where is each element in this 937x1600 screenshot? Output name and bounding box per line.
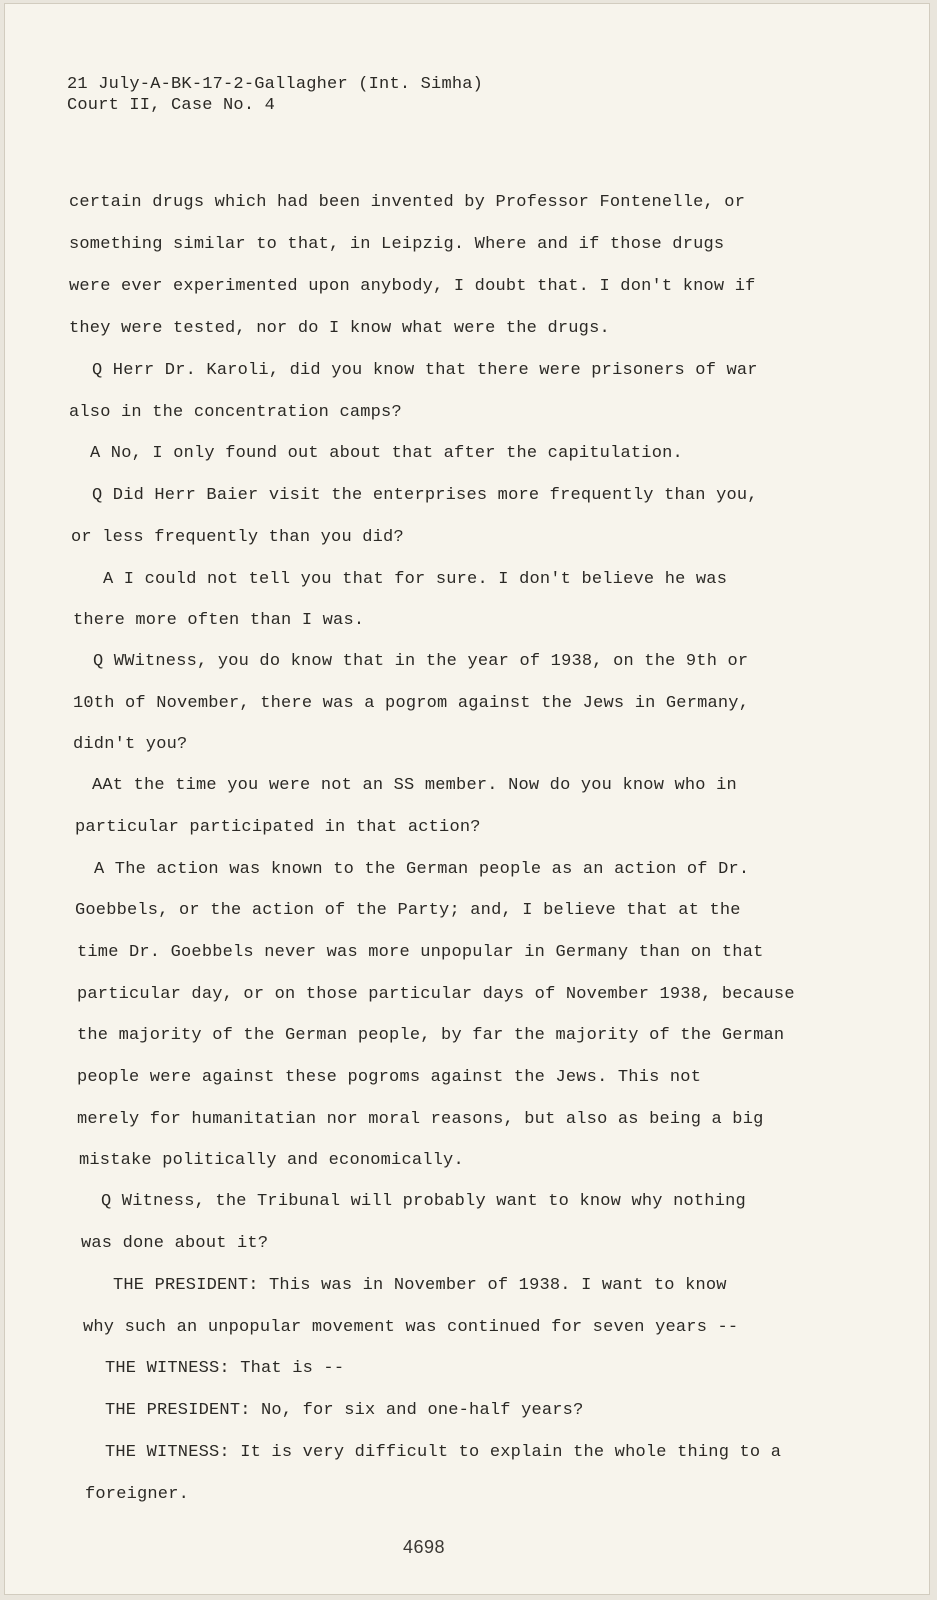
transcript-line: the majority of the German people, by far the majority of the German: [77, 1026, 785, 1045]
document-header: [67, 74, 483, 116]
transcript-line: they were tested, nor do I know what were the drugs.: [69, 319, 610, 338]
transcript-line: merely for humanitatian nor moral reasons, but also as being a big: [77, 1110, 764, 1129]
transcript-line: 10th of November, there was a pogrom against the Jews in Germany,: [73, 694, 750, 713]
transcript-line: THE PRESIDENT: No, for six and one-half years?: [105, 1401, 584, 1420]
transcript-line: time Dr. Goebbels never was more unpopular in Germany than on that: [77, 943, 764, 962]
transcript-line: THE WITNESS: It is very difficult to explain the whole thing to a: [105, 1443, 782, 1462]
transcript-line: Q Herr Dr. Karoli, did you know that there were prisoners of war: [92, 361, 758, 380]
transcript-line: Q Witness, the Tribunal will probably want to know why nothing: [101, 1192, 746, 1211]
transcript-line: AAt the time you were not an SS member. Now do you know who in: [92, 776, 737, 795]
transcript-line: A I could not tell you that for sure. I don't believe he was: [103, 570, 728, 589]
transcript-line: A No, I only found out about that after the capitulation.: [90, 444, 683, 463]
document-page: [4, 3, 930, 1595]
transcript-line: something similar to that, in Leipzig. Where and if those drugs: [69, 235, 725, 254]
transcript-line: was done about it?: [81, 1234, 269, 1253]
transcript-line: didn't you?: [73, 735, 188, 754]
page-number: 4698: [403, 1537, 446, 1557]
transcript-line: foreigner.: [85, 1485, 190, 1504]
header-court-case: Court II, Case No. 4: [67, 96, 276, 115]
transcript-line: THE PRESIDENT: This was in November of 1938. I want to know: [113, 1276, 727, 1295]
transcript-line: Q WWitness, you do know that in the year of 1938, on the 9th or: [93, 652, 749, 671]
transcript-line: also in the concentration camps?: [69, 403, 402, 422]
transcript-line: Goebbels, or the action of the Party; and, I believe that at the: [75, 901, 741, 920]
transcript-line: Q Did Herr Baier visit the enterprises more frequently than you,: [92, 486, 758, 505]
transcript-line: or less frequently than you did?: [71, 528, 404, 547]
transcript-line: particular day, or on those particular days of November 1938, because: [77, 985, 795, 1004]
transcript-line: there more often than I was.: [73, 611, 365, 630]
transcript-line: certain drugs which had been invented by Professor Fontenelle, or: [69, 193, 746, 212]
transcript-line: people were against these pogroms against the Jews. This not: [77, 1068, 702, 1087]
transcript-line: particular participated in that action?: [75, 818, 481, 837]
transcript-line: were ever experimented upon anybody, I doubt that. I don't know if: [69, 277, 756, 296]
transcript-line: mistake politically and economically.: [79, 1151, 464, 1170]
transcript-line: why such an unpopular movement was continued for seven years --: [83, 1318, 739, 1337]
header-reference: 21 July-A-BK-17-2-Gallagher (Int. Simha): [67, 75, 484, 94]
transcript-line: A The action was known to the German people as an action of Dr.: [94, 860, 750, 879]
transcript-line: THE WITNESS: That is --: [105, 1359, 345, 1378]
